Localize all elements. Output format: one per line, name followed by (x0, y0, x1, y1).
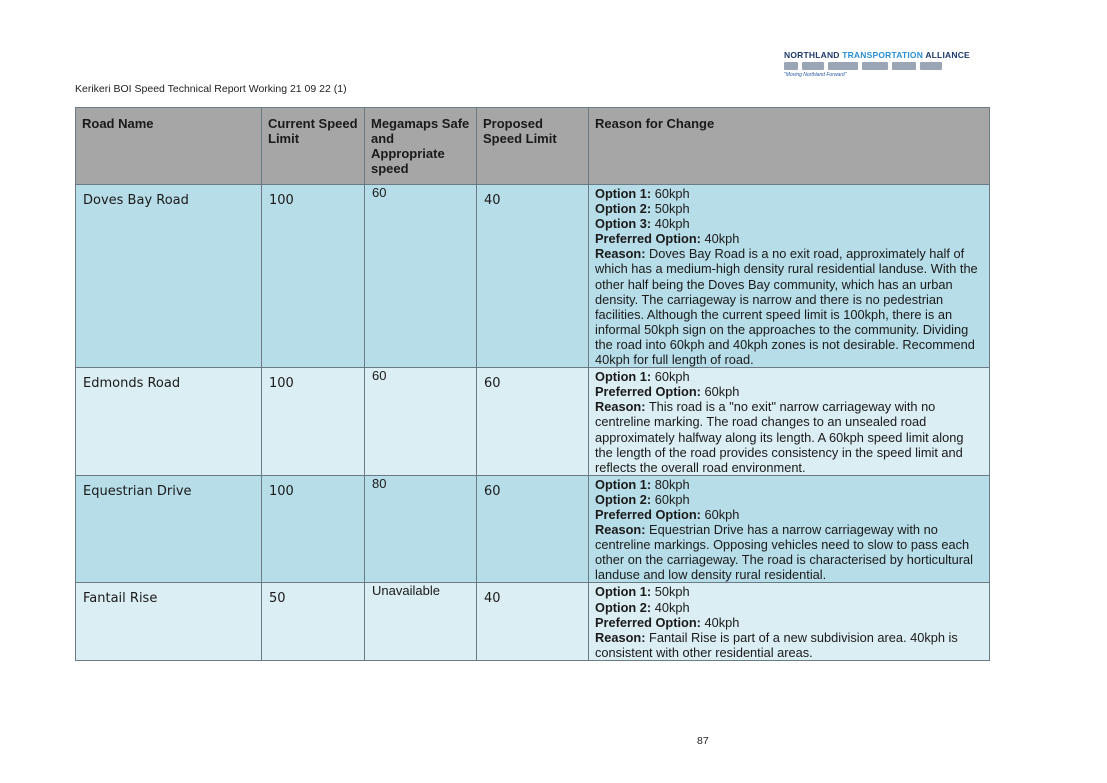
option-line (595, 600, 983, 615)
road-name-cell: Edmonds Road (76, 368, 262, 476)
reason-text (595, 246, 983, 367)
option-value: 60kph (651, 491, 690, 507)
option-line (595, 477, 983, 492)
preferred-option-value: 40kph (700, 231, 740, 247)
option-label: Option 2: (595, 491, 652, 507)
speed-limit-table (75, 107, 990, 661)
reason-cell (589, 583, 990, 660)
reason-label: Reason: (595, 399, 646, 415)
option-label: Option 1: (595, 584, 652, 600)
option-label: Option 2: (595, 201, 652, 217)
current-speed-cell: 100 (262, 475, 365, 583)
option-value: 50kph (651, 201, 690, 217)
current-speed-cell: 50 (262, 583, 365, 660)
reason-body: This road is a "no exit" narrow carriageway with no centreline marking. The road changes to an unsealed road approximately halfway along its length. A 60kph speed limit along the length of the road provides consistency in the speed limit and reflects the overall road environment. (595, 399, 964, 475)
megamaps-speed-cell: 80 (365, 475, 477, 583)
road-name-cell: Doves Bay Road (76, 185, 262, 368)
option-value: 60kph (651, 369, 690, 385)
reason-cell (589, 368, 990, 476)
reason-body: Doves Bay Road is a no exit road, approximately half of which has a medium-high density rural residential landuse. With the other half being the Doves Bay community, which has an urban density. The carriageway is narrow and there is no pedestrian facilities. Although the current speed limit is 100kph, there is an informal 50kph sign on the approaches to the community. Dividing the road into 60kph and 40kph zones is not desirable. Recommend 40kph for full length of road. (595, 246, 978, 368)
reason-text (595, 522, 983, 582)
megamaps-speed-cell: 60 (365, 185, 477, 368)
preferred-option-value: 40kph (700, 614, 740, 630)
proposed-speed-cell: 40 (477, 185, 589, 368)
option-label: Option 1: (595, 369, 652, 385)
option-label: Option 2: (595, 599, 652, 615)
option-line (595, 584, 983, 599)
option-line (595, 369, 983, 384)
reason-body: Fantail Rise is part of a new subdivision area. 40kph is consistent with other residential areas. (595, 629, 958, 660)
preferred-option-line (595, 231, 983, 246)
preferred-option-line (595, 615, 983, 630)
preferred-option-line (595, 507, 983, 522)
table-row (76, 368, 990, 476)
preferred-option-line (595, 384, 983, 399)
option-line (595, 492, 983, 507)
reason-label: Reason: (595, 246, 646, 262)
reason-label: Reason: (595, 629, 646, 645)
current-speed-cell: 100 (262, 185, 365, 368)
option-line (595, 186, 983, 201)
reason-text (595, 630, 983, 660)
preferred-option-label: Preferred Option: (595, 614, 701, 630)
reason-text (595, 399, 983, 474)
header-current-speed: Current Speed Limit (262, 108, 365, 185)
header-reason: Reason for Change (589, 108, 990, 185)
page-number: 87 (697, 735, 709, 747)
proposed-speed-cell: 60 (477, 368, 589, 476)
preferred-option-label: Preferred Option: (595, 506, 701, 522)
reason-label: Reason: (595, 522, 646, 538)
reason-cell (589, 475, 990, 583)
option-value: 50kph (651, 584, 690, 600)
megamaps-speed-cell: 60 (365, 368, 477, 476)
option-value: 80kph (651, 476, 690, 492)
option-label: Option 3: (595, 216, 652, 232)
road-name-cell: Equestrian Drive (76, 475, 262, 583)
logo-wordmark: NORTHLAND TRANSPORTATION ALLIANCE (784, 50, 970, 60)
option-label: Option 1: (595, 186, 652, 201)
table-header-row (76, 108, 990, 185)
option-line (595, 201, 983, 216)
partner-logos-strip (784, 62, 954, 70)
reason-body: Equestrian Drive has a narrow carriageway with no centreline markings. Opposing vehicles need to slow to pass each other on the carriageway. The road is characterised by horticultural landuse and low density rural residential. (595, 522, 973, 583)
header-megamaps-speed: Megamaps Safe and Appropriate speed (365, 108, 477, 185)
megamaps-speed-cell: Unavailable (365, 583, 477, 660)
header-road-name: Road Name (76, 108, 262, 185)
option-value: 60kph (651, 186, 690, 201)
current-speed-cell: 100 (262, 368, 365, 476)
header-proposed-speed: Proposed Speed Limit (477, 108, 589, 185)
table-row (76, 583, 990, 660)
option-label: Option 1: (595, 476, 652, 492)
document-title: Kerikeri BOI Speed Technical Report Working 21 09 22 (1) (75, 83, 347, 95)
table-row (76, 475, 990, 583)
preferred-option-label: Preferred Option: (595, 384, 701, 400)
nta-logo (784, 50, 970, 82)
table-row (76, 185, 990, 368)
option-line (595, 216, 983, 231)
reason-cell (589, 185, 990, 368)
proposed-speed-cell: 60 (477, 475, 589, 583)
preferred-option-value: 60kph (700, 384, 740, 400)
logo-tagline: "Moving Northland Forward" (784, 72, 847, 78)
proposed-speed-cell: 40 (477, 583, 589, 660)
preferred-option-label: Preferred Option: (595, 231, 701, 247)
option-value: 40kph (651, 216, 690, 232)
option-value: 40kph (651, 599, 690, 615)
preferred-option-value: 60kph (700, 506, 740, 522)
road-name-cell: Fantail Rise (76, 583, 262, 660)
